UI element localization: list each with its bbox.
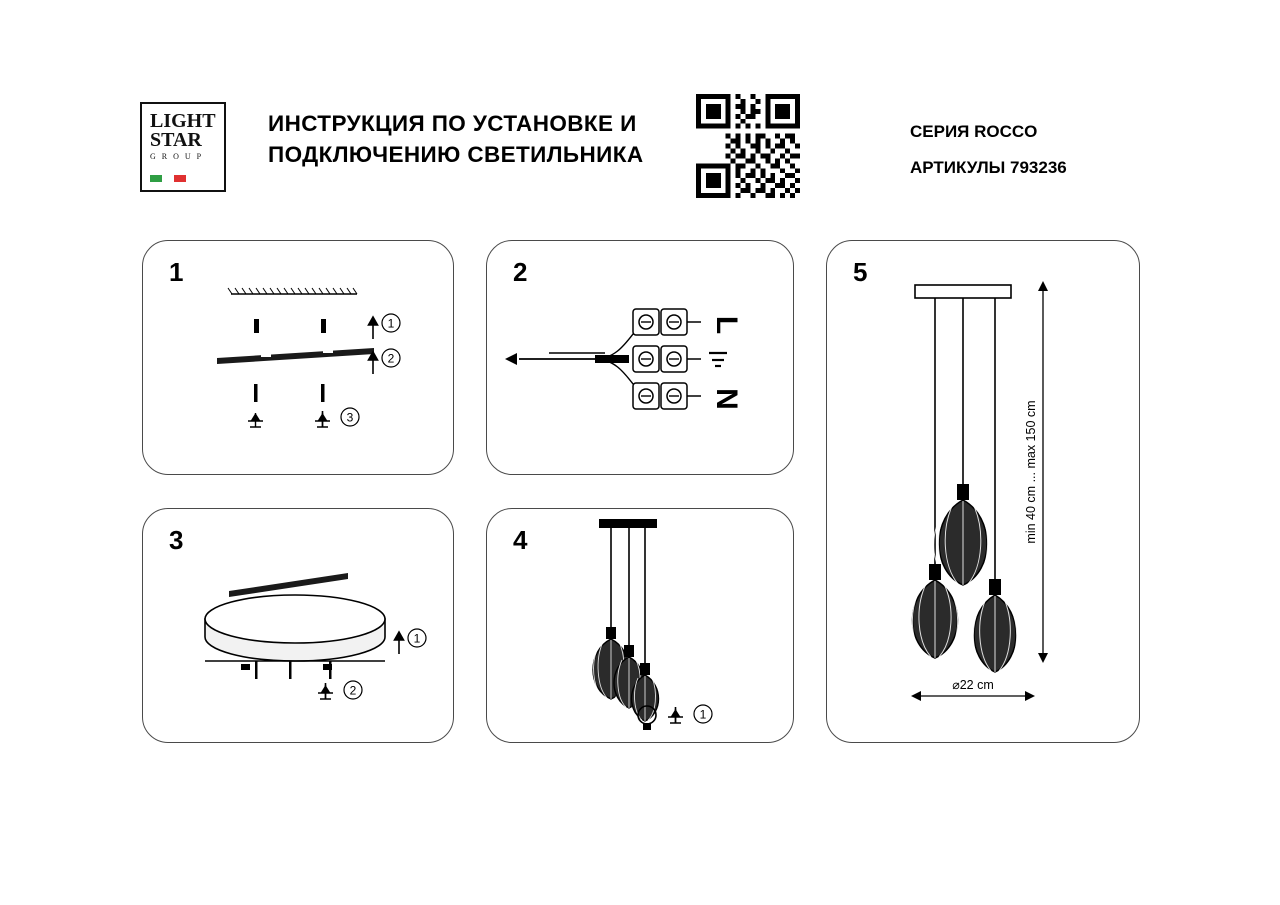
step-4-illustration	[487, 509, 795, 744]
height-dimension-label: min 40 cm ... max 150 cm	[1024, 400, 1038, 544]
brand-logo	[140, 102, 226, 192]
lamp-shade-2	[912, 564, 957, 658]
step-2-illustration	[487, 241, 795, 476]
step-3-callout-2: 2	[349, 683, 357, 698]
header	[140, 92, 1140, 202]
qr-code-icon	[696, 94, 800, 198]
diameter-dimension-label: ⌀22 cm	[952, 678, 994, 692]
step-5-number: 5	[853, 257, 868, 287]
step-1-panel	[142, 240, 454, 475]
step-3-callout-1: 1	[413, 631, 421, 646]
step-1-callout-2: 2	[387, 351, 395, 366]
logo-line-2: STAR	[150, 129, 202, 151]
step-3-number: 3	[169, 525, 184, 555]
logo-subtitle: G R O U P	[150, 152, 204, 161]
terminal-label-L: L	[710, 315, 743, 335]
step-1-callout-3: 3	[346, 410, 354, 425]
ground-symbol-icon	[709, 353, 727, 366]
product-info	[910, 114, 1140, 186]
step-1-callout-1: 1	[387, 316, 395, 331]
step-2-panel	[486, 240, 794, 475]
page-title	[268, 108, 698, 170]
step-5-panel	[826, 240, 1140, 743]
lamp-shade-3	[973, 579, 1016, 672]
step-1-number: 1	[169, 257, 184, 287]
page-title-line-1: ИНСТРУКЦИЯ ПО УСТАНОВКЕ И	[268, 111, 637, 136]
step-1-illustration	[143, 241, 455, 476]
article-label: АРТИКУЛЫ 793236	[910, 158, 1067, 177]
step-4-panel	[486, 508, 794, 743]
logo-line-1: LIGHT	[150, 110, 216, 132]
step-2-number: 2	[513, 257, 528, 287]
lamp-shade-1	[934, 484, 993, 585]
series-label: СЕРИЯ ROCCO	[910, 122, 1038, 141]
step-4-number: 4	[513, 525, 528, 555]
step-3-panel	[142, 508, 454, 743]
step-4-callout-1: 1	[699, 707, 707, 722]
page-title-line-2: ПОДКЛЮЧЕНИЮ СВЕТИЛЬНИКА	[268, 142, 644, 167]
step-3-illustration	[143, 509, 455, 744]
italian-flag-icon	[150, 175, 186, 182]
step-5-illustration	[827, 241, 1141, 744]
terminal-label-N: N	[710, 388, 743, 410]
